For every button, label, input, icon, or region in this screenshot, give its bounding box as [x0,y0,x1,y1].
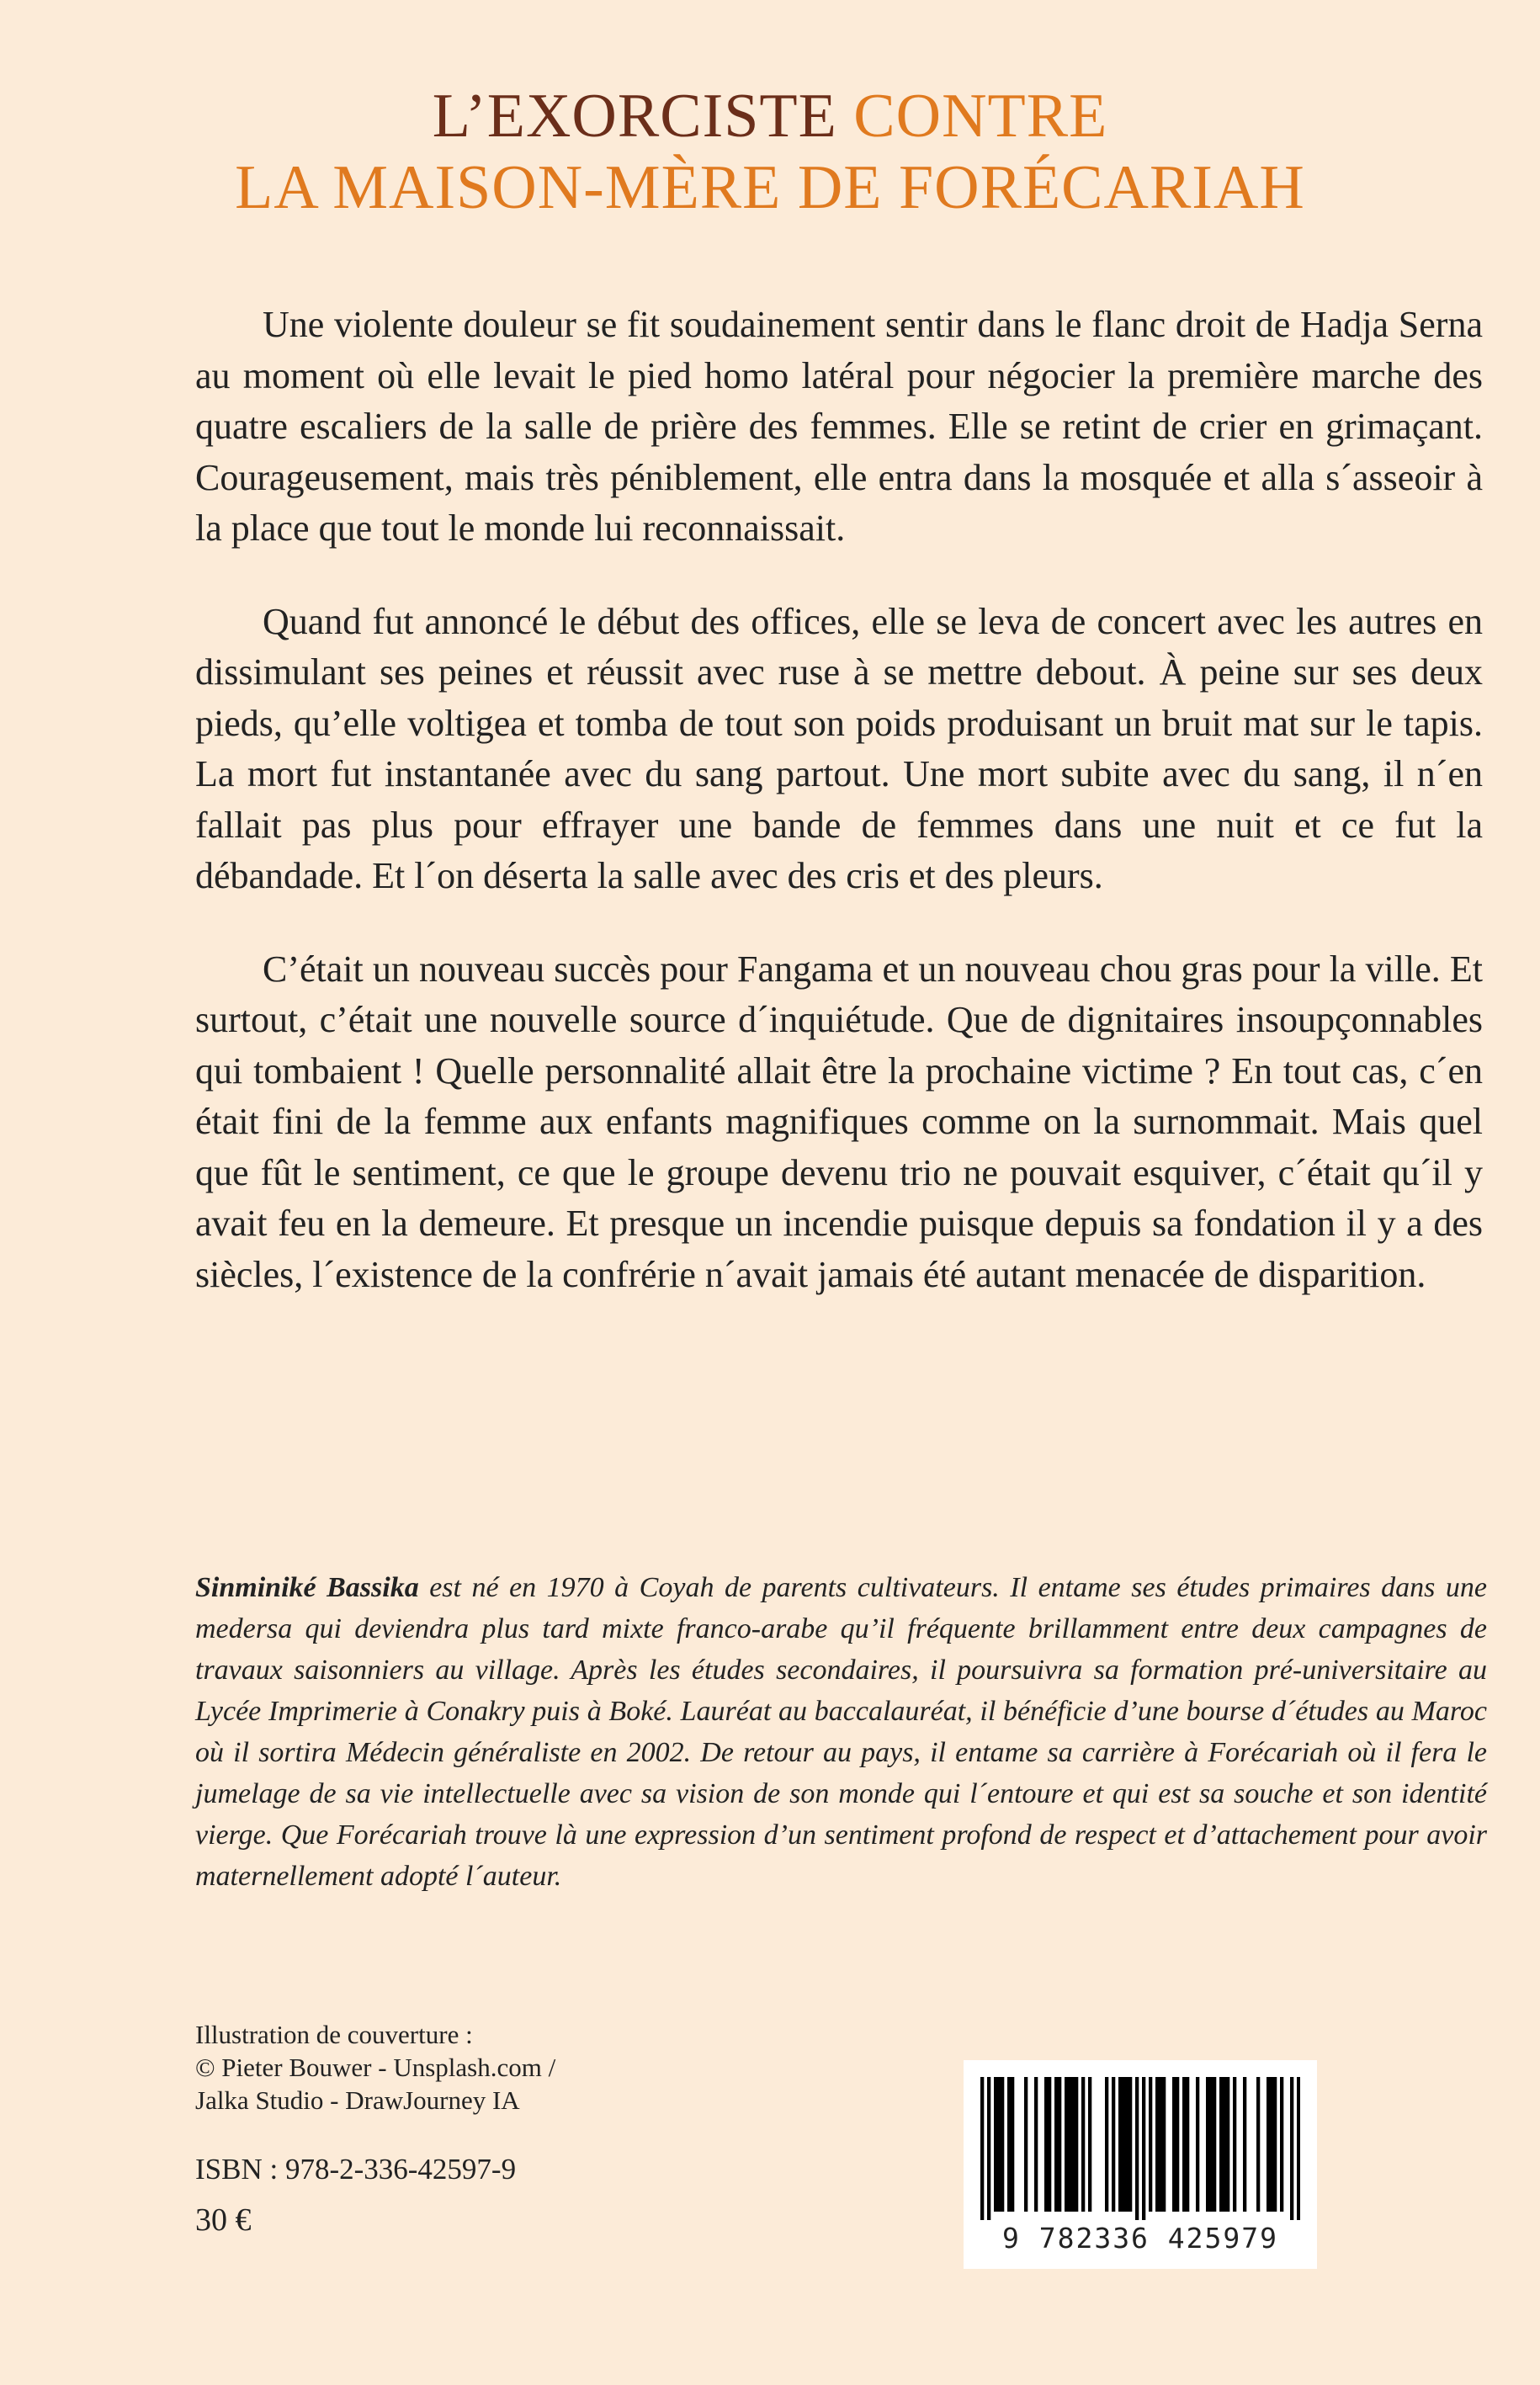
barcode-bar [1226,2077,1229,2212]
barcode-bar [1118,2077,1122,2212]
author-bio [195,1567,1487,1897]
barcode-bar [1219,2077,1223,2212]
barcode-bar [1071,2077,1075,2212]
barcode-bar [1065,2077,1068,2212]
barcode-bar [1176,2077,1179,2212]
credit-line-3: Jalka Studio - DrawJourney IA [195,2085,520,2115]
barcode-bar [1280,2077,1283,2212]
synopsis-paragraph-1: Une violente douleur se fit soudainement sentir dans le flanc droit de Hadja Serna au moment où elle levait le pied homo latéral pour négocier la première marche des quatre escaliers de la salle de prière des femmes. Elle se retint de crier en grimaçant. Courageusement, mais très péniblement, elle entra dans la mosquée et alla s´asseoir à la place que tout le monde lui reconnaissait. [195,304,1483,549]
barcode-bar [1125,2077,1128,2212]
illustration-credits [195,2018,555,2117]
title-line-1 [0,81,1540,152]
title-line-2: LA MAISON-MÈRE DE FORÉCARIAH [235,153,1305,223]
barcode-bar [1209,2077,1213,2212]
barcode-bar [980,2077,984,2220]
barcode-bar [1233,2077,1236,2212]
barcode-bar [1142,2077,1145,2220]
barcode-bars [980,2077,1300,2220]
credit-line-1: Illustration de couverture : [195,2020,473,2049]
barcode-bar [1196,2077,1199,2212]
barcode-bar [1081,2077,1085,2212]
barcode-bar [1058,2077,1061,2212]
barcode-bar [1186,2077,1189,2212]
barcode-digits: 9 782336 425979 [1001,2222,1278,2255]
synopsis [195,300,1483,1342]
barcode-bar [1243,2077,1246,2212]
barcode-bar [1048,2077,1051,2212]
barcode-bar [1044,2077,1048,2212]
barcode-bar [1034,2077,1038,2212]
barcode-bar [997,2077,1001,2212]
barcode-bar [1007,2077,1011,2212]
barcode-bar [1223,2077,1226,2212]
title-prefix: L’EXORCISTE [432,82,837,151]
barcode-bar [1001,2077,1004,2212]
barcode [964,2060,1317,2269]
author-name: Sinminiké Bassika [195,1572,419,1603]
isbn: ISBN : 978-2-336-42597-9 [195,2153,517,2186]
barcode-bar [1149,2077,1152,2212]
barcode-bar [1182,2077,1186,2212]
barcode-bar [1206,2077,1209,2212]
barcode-bar [1270,2077,1273,2212]
barcode-bar [1122,2077,1125,2212]
barcode-bar [1128,2077,1132,2212]
title-suffix: CONTRE [853,82,1108,151]
barcode-bar [994,2077,997,2212]
barcode-bar [1011,2077,1014,2212]
barcode-bar [1172,2077,1176,2212]
barcode-bar [1024,2077,1028,2212]
price: 30 € [195,2202,252,2238]
barcode-bar [1105,2077,1108,2212]
barcode-bar [1159,2077,1162,2212]
synopsis-paragraph-3: C’était un nouveau succès pour Fangama et un nouveau chou gras pour la ville. Et surtout, c’était une nouvelle source d´inquiétude. Que de dignitaires insoupçonnables qui tombaient ! Quelle personnalité allait être la prochaine victime ? En tout cas, c´en était fini de la femme aux enfants magnifiques comme on la surnommait. Mais quel que fût le sentiment, ce que le groupe devenu trio ne pouvait esquiver, c´était qu´il y avait feu en la demeure. Et presque un incendie puisque depuis sa fondation il y a des siècles, l´existence de la confrérie n´avait jamais été autant menacée de disparition. [195,948,1483,1295]
barcode-bar [1155,2077,1159,2212]
book-title [0,81,1540,224]
barcode-bar [1135,2077,1139,2220]
barcode-bar [1112,2077,1115,2212]
barcode-bar [1088,2077,1091,2212]
barcode-bar [1213,2077,1216,2212]
barcode-bar [1054,2077,1058,2212]
barcode-bar [1290,2077,1293,2220]
barcode-bar [1162,2077,1166,2212]
credit-line-2: © Pieter Bouwer - Unsplash.com / [195,2053,556,2082]
author-bio-text: est né en 1970 à Coyah de parents cultivateurs. Il entame ses études primaires dans une medersa qui deviendra plus tard mixte franco-arabe qu’il fréquente brillamment entre deux campagnes de travaux saisonniers au village. Après les études secondaires, il poursuivra sa formation pré-universitaire au Lycée Imprimerie à Conakry puis à Boké. Lauréat au baccalauréat, il bénéficie d’une bourse d´études au Maroc où il sortira Médecin généraliste en 2002. De retour au pays, il entame sa carrière à Forécariah où il fera le jumelage de sa vie intellectuelle avec sa vision de son monde qui l´entoure et qui est sa souche et son identité vierge. Que Forécariah trouve là une expression d’un sentiment profond de respect et d’attachement pour avoir maternellement adopté l´auteur. [195,1572,1487,1892]
barcode-bar [1068,2077,1071,2212]
barcode-bar [1297,2077,1300,2220]
barcode-bar [1273,2077,1277,2212]
synopsis-paragraph-2: Quand fut annoncé le début des offices, elle se leva de concert avec les autres en dissimulant ses peines et réussit avec ruse à se mettre debout. À peine sur ses deux pieds, qu’elle voltigea et tomba de tout son poids produisant un bruit mat sur le tapis. La mort fut instantanée avec du sang partout. Une mort subite avec du sang, il n´en fallait pas plus pour effrayer une bande de femmes dans une nuit et ce fut la débandade. Et l´on déserta la salle avec des cris et des pleurs. [195,600,1483,896]
barcode-bar [1075,2077,1078,2212]
barcode-bar [1267,2077,1270,2212]
barcode-bar [987,2077,990,2220]
barcode-bar [1256,2077,1260,2212]
